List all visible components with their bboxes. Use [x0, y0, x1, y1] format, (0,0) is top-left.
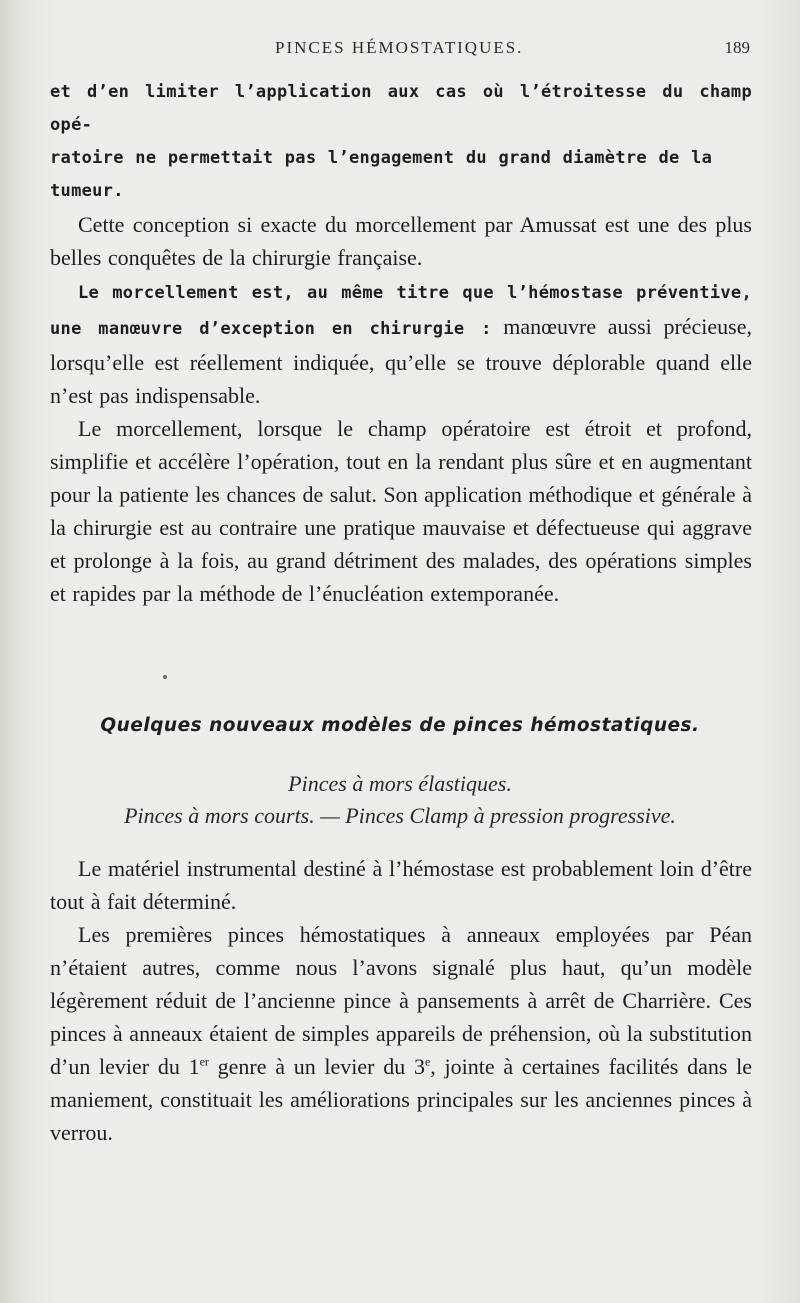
page-header	[0, 38, 800, 64]
pean-text-3: , jointe à certaines facilités dans le maniement, constituait les améliorations principales sur les anciennes pinces à verrou.	[50, 1054, 752, 1145]
continued-line-3: tumeur.	[50, 181, 124, 201]
page-number: 189	[724, 38, 750, 57]
continued-line-1: et d’en limiter l’application aux cas où l’étroitesse du champ opé-	[50, 82, 752, 135]
stray-mark	[163, 675, 167, 679]
superscript-er: er	[199, 1054, 209, 1069]
paragraph-materiel: Le matériel instrumental destiné à l’hémostase est probablement loin d’être tout à fait déterminé.	[50, 856, 752, 914]
top-text-block	[50, 76, 752, 610]
paragraph-rest: manœuvre aussi précieuse, lorsqu’elle est réellement indiquée, qu’elle se trouve déplorable quand elle n’est pas indispensable.	[50, 314, 752, 408]
superscript-e: e	[424, 1054, 431, 1069]
bottom-text-block	[50, 852, 752, 1149]
continued-paragraph	[50, 76, 752, 208]
paragraph-morcellement-exception	[50, 274, 752, 412]
subheading-elastic-jaws: Pinces à mors élastiques.	[288, 771, 512, 796]
paragraph-amussat: Cette conception si exacte du morcellement par Amussat est une des plus belles conquêtes de la chirurgie française.	[50, 212, 752, 270]
section-heading: Quelques nouveaux modèles de pinces hémostatiques.	[100, 715, 700, 736]
subheading-short-jaws: Pinces à mors courts. — Pinces Clamp à pression progressive.	[124, 803, 676, 828]
bold-statement: Le morcellement est, au même titre que l’hémostase préventive, une manœuvre d’exception en chirurgie :	[50, 283, 752, 339]
pean-text-2: genre à un levier du 3	[208, 1054, 425, 1079]
paragraph-pean	[50, 918, 752, 1149]
paragraph-morcellement-field: Le morcellement, lorsque le champ opératoire est étroit et profond, simplifie et accélère l’opération, tout en la rendant plus sûre et en augmentant pour la patiente les chances de salut. Son application méthodique et générale à la chirurgie est au contraire une pratique mauvaise et défectueuse qui aggrave et prolonge à la fois, au grand détriment des malades, des opérations simples et rapides par la méthode de l’énucléation extemporanée.	[50, 416, 752, 606]
continued-line-2: ratoire ne permettait pas l’engagement du grand diamètre de la	[50, 148, 713, 168]
pean-text-1: Les premières pinces hémostatiques à anneaux employées par Péan n’étaient autres, comme nous l’avons signalé plus haut, qu’un modèle légèrement réduit de l’ancienne pince à pansements à arrêt de Charrière. Ces pinces à anneaux étaient de simples appareils de préhension, où la substitution d’un levier du 1	[50, 922, 752, 1079]
running-head: PINCES HÉMOSTATIQUES.	[275, 38, 524, 57]
